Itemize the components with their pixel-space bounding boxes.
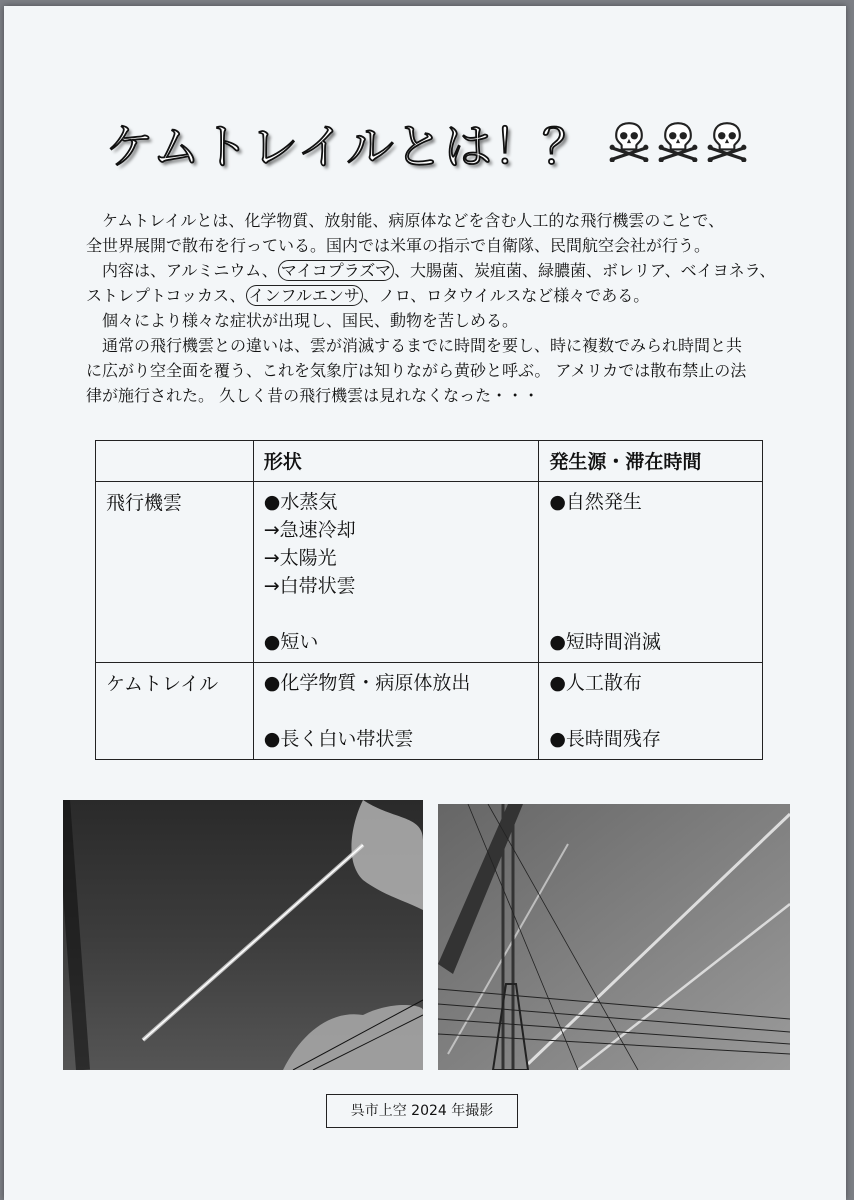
text-line: 全世界展開で散布を行っている。国内では米軍の指示で自衛隊、民間航空会社が行う。 <box>86 236 711 255</box>
skull-crossbones-icon <box>657 120 699 162</box>
paragraph-3 <box>86 308 786 333</box>
shape-item: ●長く白い帯状雲 <box>263 728 414 750</box>
table-row <box>96 482 763 663</box>
source-item: ●自然発生 <box>549 491 642 513</box>
shape-item: →太陽光 <box>263 547 337 569</box>
photo-caption: 呉市上空 2024 年撮影 <box>326 1094 518 1128</box>
skull-crossbones-icon <box>706 120 748 162</box>
table-header-row <box>96 441 763 482</box>
text-line: 個々により様々な症状が出現し、国民、動物を苦しめる。 <box>102 311 519 330</box>
body-text <box>86 208 786 408</box>
shape-item: ●水蒸気 <box>263 491 338 513</box>
source-cell <box>539 663 763 760</box>
source-item: ●人工散布 <box>549 672 642 694</box>
paragraph-4-cont <box>86 358 786 383</box>
row-label: 飛行機雲 <box>96 482 254 663</box>
spacer <box>549 516 752 544</box>
skull-group <box>606 120 748 166</box>
table-row <box>96 663 763 760</box>
row-label: ケムトレイル <box>96 663 254 760</box>
text-line: ケムトレイルとは、化学物質、放射能、病原体などを含む人工的な飛行機雲のことで、 <box>102 211 725 230</box>
text-fragment: 内容は、アルミニウム、 <box>102 261 278 280</box>
text-line: 律が施行された。 久しく昔の飛行機雲は見れなくなった・・・ <box>86 386 540 405</box>
sky-photo-left <box>63 800 423 1070</box>
spacer <box>549 697 752 725</box>
text-line: 通常の飛行機雲との違いは、雲が消滅するまでに時間を要し、時に複数でみられ時間と共 <box>102 336 743 355</box>
title-row <box>0 108 854 177</box>
shape-cell <box>253 482 539 663</box>
skull-crossbones-icon <box>608 120 650 162</box>
table-header-cell: 発生源・滞在時間 <box>539 441 763 482</box>
shape-item: →白帯状雲 <box>263 575 356 597</box>
table-header-cell: 形状 <box>253 441 539 482</box>
circled-term: マイコプラズマ <box>278 260 394 281</box>
text-fragment: 、大腸菌、炭疽菌、緑膿菌、ボレリア、ベイヨネラ、 <box>393 261 776 280</box>
paragraph-4 <box>86 333 786 358</box>
table-header-cell <box>96 441 254 482</box>
shape-item: ●短い <box>263 631 319 653</box>
spacer <box>549 600 752 628</box>
spacer <box>264 697 529 725</box>
shape-item: →急速冷却 <box>263 519 356 541</box>
text-fragment: 、ノロ、ロタウイルスなど様々である。 <box>362 286 650 305</box>
spacer <box>264 600 529 628</box>
text-line: に広がり空全面を覆う、これを気象庁は知りながら黄砂と呼ぶ。 アメリカでは散布禁止の法 <box>86 361 747 380</box>
text-fragment: ストレプトコッカス、 <box>86 286 246 305</box>
page-title: ケムトレイルとは！？ <box>105 119 591 175</box>
paragraph-1 <box>86 208 786 233</box>
paragraph-2-cont <box>86 283 786 308</box>
circled-term: インフルエンサ <box>246 285 363 306</box>
shape-cell <box>253 663 539 760</box>
source-item: ●長時間残存 <box>549 728 661 750</box>
comparison-table <box>95 440 763 760</box>
source-cell <box>539 482 763 663</box>
source-item: ●短時間消滅 <box>549 631 661 653</box>
spacer <box>549 572 752 600</box>
paragraph-1-cont <box>86 233 786 258</box>
shape-item: ●化学物質・病原体放出 <box>263 672 471 694</box>
paragraph-4-cont2 <box>86 383 786 408</box>
paragraph-2 <box>86 258 786 283</box>
spacer <box>549 544 752 572</box>
sky-photo-right <box>438 804 790 1070</box>
